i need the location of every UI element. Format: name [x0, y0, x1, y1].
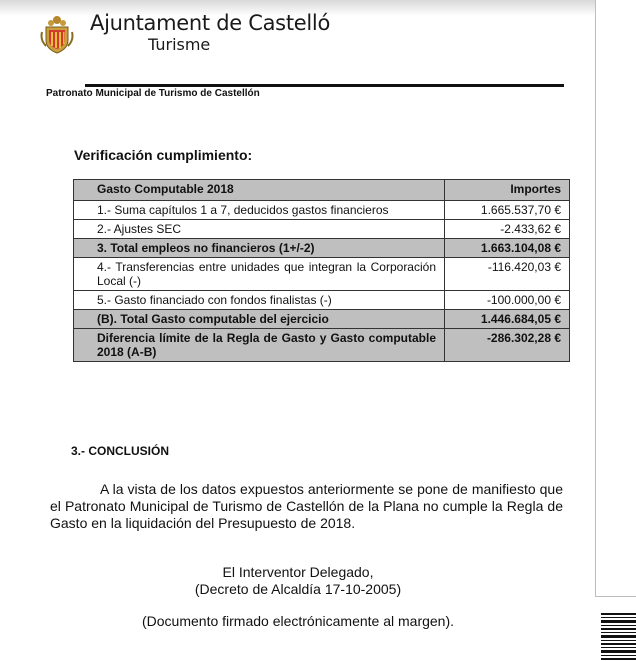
table-row	[74, 220, 570, 239]
row-amount: 1.446.684,05 €	[445, 310, 570, 329]
table-row-total	[74, 239, 570, 258]
signer-title: El Interventor Delegado,	[222, 564, 374, 580]
table-row	[74, 258, 570, 291]
department-name: Patronato Municipal de Turismo de Castellón	[46, 88, 260, 99]
row-label: 4.- Transferencias entre unidades que integran la Corporación Local (-)	[74, 258, 445, 291]
column-header-amount: Importes	[445, 180, 570, 201]
row-amount: -116.420,03 €	[445, 258, 570, 291]
row-amount: 1.663.104,08 €	[445, 239, 570, 258]
row-label: Diferencia límite de la Regla de Gasto y Gasto computable 2018 (A-B)	[74, 329, 445, 362]
verification-title: Verificación cumplimiento:	[74, 147, 253, 163]
row-amount: -2.433,62 €	[445, 220, 570, 239]
barcode-icon	[601, 613, 636, 661]
organization-subtitle: Turisme	[148, 35, 211, 54]
budget-table	[73, 179, 570, 362]
coat-of-arms-logo	[40, 14, 74, 54]
row-amount: -100.000,00 €	[445, 291, 570, 310]
table-row	[74, 291, 570, 310]
organization-name: Ajuntament de Castelló	[90, 11, 330, 35]
margin-rule	[595, 0, 596, 597]
row-amount: -286.302,28 €	[445, 329, 570, 362]
decree-reference: (Decreto de Alcaldía 17-10-2005)	[194, 581, 402, 597]
margin-corner-line	[595, 596, 636, 597]
row-label: 1.- Suma capítulos 1 a 7, deducidos gastos financieros	[74, 201, 445, 220]
row-label: (B). Total Gasto computable del ejercicio	[74, 310, 445, 329]
electronic-signature-note: (Documento firmado electrónicamente al margen).	[141, 613, 455, 629]
table-header-row	[74, 180, 570, 201]
table-row-difference	[74, 329, 570, 362]
row-label: 3. Total empleos no financieros (1+/-2)	[74, 239, 445, 258]
table-row	[74, 201, 570, 220]
table-row-total	[74, 310, 570, 329]
row-label: 2.- Ajustes SEC	[74, 220, 445, 239]
header-rule	[85, 84, 564, 87]
row-amount: 1.665.537,70 €	[445, 201, 570, 220]
column-header-concept: Gasto Computable 2018	[74, 180, 445, 201]
row-label: 5.- Gasto financiado con fondos finalistas (-)	[74, 291, 445, 310]
conclusion-title: 3.- CONCLUSIÓN	[71, 444, 170, 458]
conclusion-paragraph: A la vista de los datos expuestos anteriormente se pone de manifiesto que el Patronato Municipal de Turismo de Castellón de la Plana no cumple la Regla de Gasto en la liquidación del Presupuesto de 2018.	[50, 481, 563, 531]
